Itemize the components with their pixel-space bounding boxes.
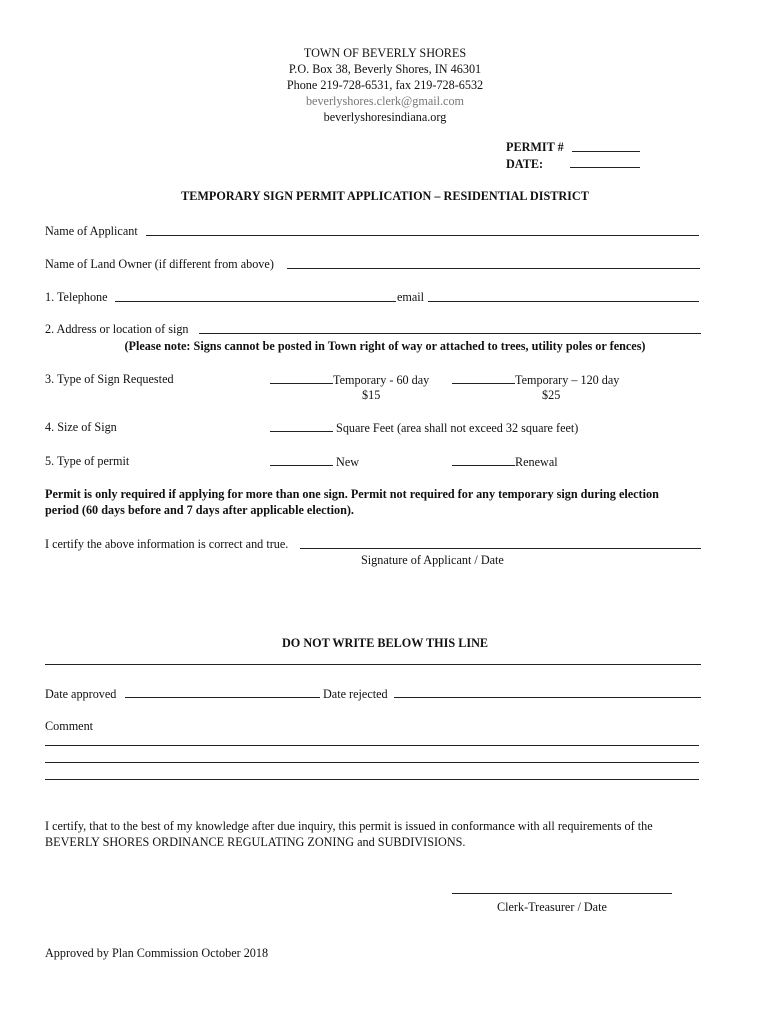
telephone-field[interactable] xyxy=(115,301,396,302)
land-owner-field[interactable] xyxy=(287,268,700,269)
permit-note-line2: period (60 days before and 7 days after applicable election). xyxy=(45,503,354,517)
new-blank[interactable] xyxy=(270,454,333,466)
renewal-option[interactable] xyxy=(452,454,558,470)
date-rejected-label: Date rejected xyxy=(323,687,388,701)
letterhead-org: TOWN OF BEVERLY SHORES xyxy=(303,46,467,60)
signature-caption: Signature of Applicant / Date xyxy=(361,553,504,567)
date-rejected-field[interactable] xyxy=(394,697,701,698)
applicant-name-label: Name of Applicant xyxy=(45,224,138,238)
temp60-fee: $15 xyxy=(362,388,381,402)
office-use-heading: DO NOT WRITE BELOW THIS LINE xyxy=(281,636,489,650)
temp60-option[interactable] xyxy=(270,372,429,388)
temp60-blank[interactable] xyxy=(270,372,333,384)
clerk-signature-field[interactable] xyxy=(452,893,672,894)
permit-number-label: PERMIT # xyxy=(506,140,564,154)
letterhead-website: beverlyshoresindiana.org xyxy=(323,110,447,124)
temp120-label: Temporary – 120 day xyxy=(515,373,620,387)
date-approved-field[interactable] xyxy=(125,697,320,698)
temp60-label: Temporary - 60 day xyxy=(333,373,430,387)
renewal-label: Renewal xyxy=(515,455,558,469)
office-divider xyxy=(45,664,701,665)
letterhead-address: P.O. Box 38, Beverly Shores, IN 46301 xyxy=(288,62,482,76)
sign-size-blank[interactable] xyxy=(270,420,333,432)
comment-line-2[interactable] xyxy=(45,762,699,763)
comment-label: Comment xyxy=(45,719,94,733)
permit-note-line1: Permit is only required if applying for more than one sign. Permit not required for any temporary sign during election xyxy=(45,487,659,501)
temp120-fee: $25 xyxy=(542,388,561,402)
sign-size-note: Square Feet (area shall not exceed 32 square feet) xyxy=(336,421,579,435)
permit-date-label: DATE: xyxy=(506,157,544,171)
comment-line-3[interactable] xyxy=(45,779,699,780)
permit-date-field[interactable] xyxy=(570,167,640,168)
telephone-label: 1. Telephone xyxy=(45,290,108,304)
letterhead-phone: Phone 219-728-6531, fax 219-728-6532 xyxy=(286,78,484,92)
letterhead-email[interactable]: beverlyshores.clerk@gmail.com xyxy=(305,94,465,108)
temp120-option[interactable] xyxy=(452,372,619,388)
clerk-caption: Clerk-Treasurer / Date xyxy=(497,900,607,914)
sign-size-label: 4. Size of Sign xyxy=(45,420,117,434)
sign-type-label: 3. Type of Sign Requested xyxy=(45,372,174,386)
applicant-signature-field[interactable] xyxy=(300,548,701,549)
land-owner-label: Name of Land Owner (if different from above) xyxy=(45,257,274,271)
new-label: New xyxy=(336,455,360,469)
email-label: email xyxy=(397,290,425,304)
applicant-name-field[interactable] xyxy=(146,235,699,236)
clerk-certify-line2: BEVERLY SHORES ORDINANCE REGULATING ZONING and SUBDIVISIONS. xyxy=(45,835,466,849)
sign-size-option[interactable] xyxy=(270,420,578,436)
permit-type-label: 5. Type of permit xyxy=(45,454,130,468)
address-label: 2. Address or location of sign xyxy=(45,322,189,336)
form-title: TEMPORARY SIGN PERMIT APPLICATION – RESIDENTIAL DISTRICT xyxy=(181,189,589,203)
clerk-certify-line1: I certify, that to the best of my knowledge after due inquiry, this permit is issued in conformance with all requirements of the xyxy=(45,819,653,833)
new-option[interactable] xyxy=(270,454,359,470)
footer-approval-note: Approved by Plan Commission October 2018 xyxy=(45,946,269,960)
comment-line-1[interactable] xyxy=(45,745,699,746)
address-field[interactable] xyxy=(199,333,701,334)
address-note: (Please note: Signs cannot be posted in Town right of way or attached to trees, utility poles or fences) xyxy=(124,339,646,353)
permit-number-field[interactable] xyxy=(572,151,640,152)
temp120-blank[interactable] xyxy=(452,372,515,384)
renewal-blank[interactable] xyxy=(452,454,515,466)
email-field[interactable] xyxy=(428,301,699,302)
applicant-certify-text: I certify the above information is correct and true. xyxy=(45,537,289,551)
date-approved-label: Date approved xyxy=(45,687,117,701)
